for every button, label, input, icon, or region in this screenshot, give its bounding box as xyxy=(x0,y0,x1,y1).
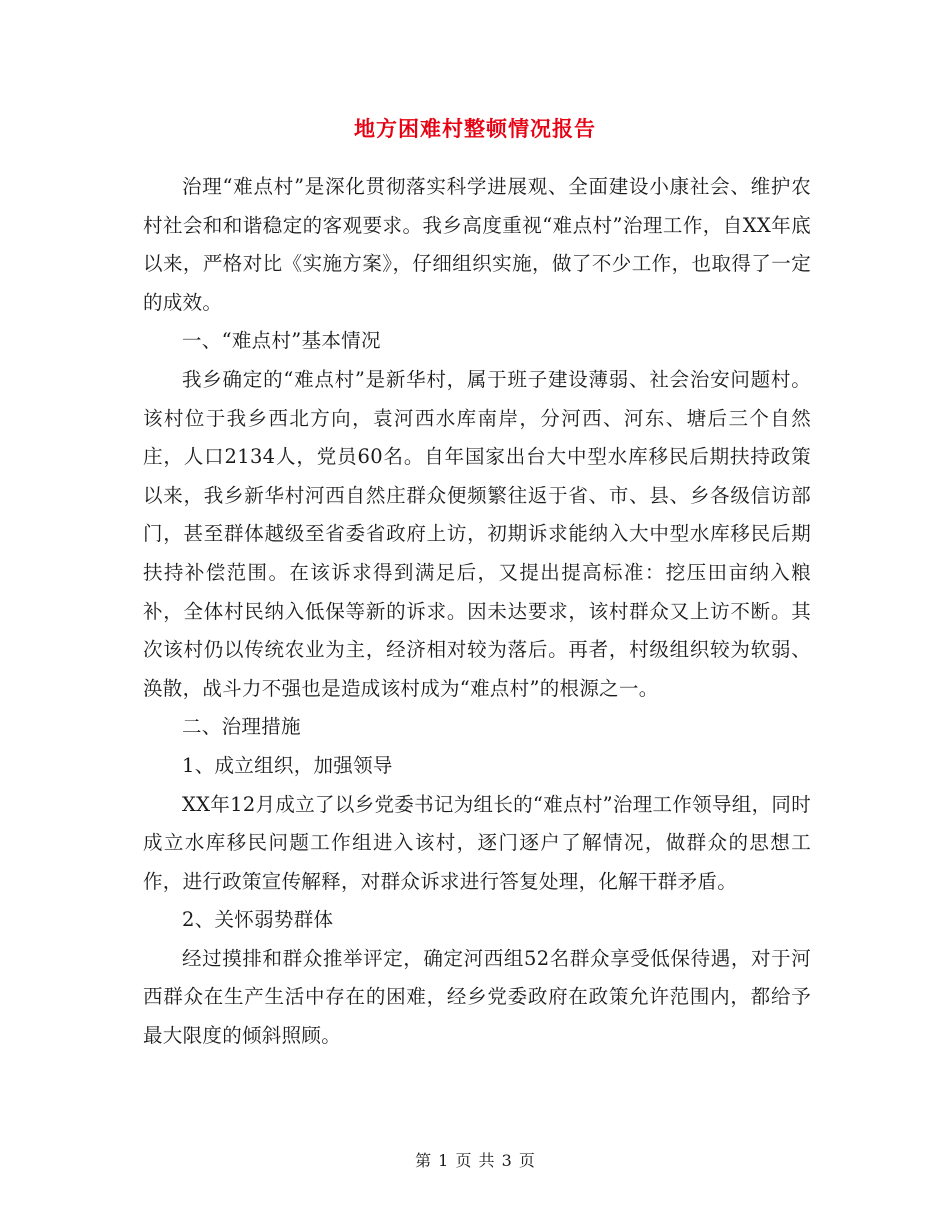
subheading-vulnerable-groups: 2、关怀弱势群体 xyxy=(182,908,334,932)
page-number-footer: 第 1 页 共 3 页 xyxy=(415,1151,535,1170)
paragraph-organization: XX年12月成立了以乡党委书记为组长的“难点村”治理工作领导组，同时成立水库移民问题工作组进入该村，逐门逐户了解情况，做群众的思想工作，进行政策宣传解释，对群众诉求进行答复处理，化解干群矛盾。 xyxy=(143,792,811,893)
document-title: 地方困难村整顿情况报告 xyxy=(354,117,596,141)
paragraph-basic-situation: 我乡确定的“难点村”是新华村，属于班子建设薄弱、社会治安问题村。该村位于我乡西北方向，袁河西水库南岸，分河西、河东、塘后三个自然庄，人口2134人，党员60名。自年国家出台大中型水库移民后期扶持政策以来，我乡新华村河西自然庄群众便频繁往返于省、市、县、乡各级信访部门，甚至群体越级至省委省政府上访，初期诉求能纳入大中型水库移民后期扶持补偿范围。在该诉求得到满足后，又提出提高标准：挖压田亩纳入粮补，全体村民纳入低保等新的诉求。因未达要求，该村群众又上访不断。其次该村仍以传统农业为主，经济相对较为落后。再者，村级组织较为软弱、涣散，战斗力不强也是造成该村成为“难点村”的根源之一。 xyxy=(143,367,811,700)
document-body xyxy=(143,168,811,1056)
subheading-organization: 1、成立组织，加强领导 xyxy=(182,753,393,777)
section-heading-measures: 二、治理措施 xyxy=(182,715,301,739)
section-heading-basic-situation: 一、“难点村”基本情况 xyxy=(182,329,381,353)
paragraph-intro: 治理“难点村”是深化贯彻落实科学进展观、全面建设小康社会、维护农村社会和和谐稳定的客观要求。我乡高度重视“难点村”治理工作，自XX年底以来，严格对比《实施方案》，仔细组织实施，做了不少工作，也取得了一定的成效。 xyxy=(143,175,811,314)
paragraph-vulnerable-groups: 经过摸排和群众推举评定，确定河西组52名群众享受低保待遇，对于河西群众在生产生活中存在的困难，经乡党委政府在政策允许范围内，都给予最大限度的倾斜照顾。 xyxy=(143,946,811,1048)
